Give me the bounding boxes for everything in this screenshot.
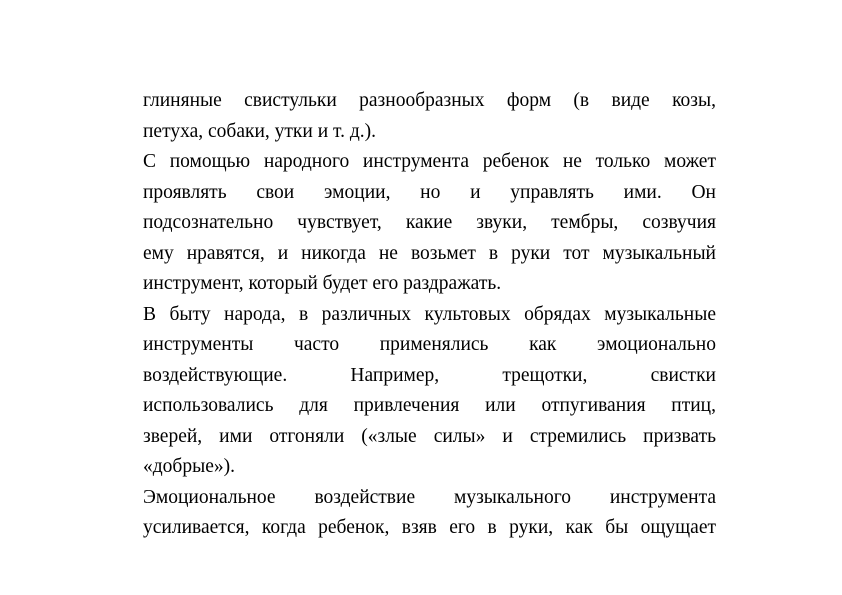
paragraph-line: «добрые»). <box>143 456 235 477</box>
paragraph-line: глиняные свистульки разнообразных форм (в виде козы, <box>143 90 716 111</box>
paragraph-2 <box>143 147 716 300</box>
paragraph-line: подсознательно чувствует, какие звуки, тембры, созвучия <box>143 212 716 233</box>
paragraph-4 <box>143 483 716 544</box>
paragraph-3 <box>143 300 716 483</box>
paragraph-line: зверей, ими отгоняли («злые силы» и стремились призвать <box>143 425 716 447</box>
paragraph-line: использовались для привлечения или отпугивания птиц, <box>143 395 716 416</box>
paragraph-line: проявлять свои эмоции, но и управлять ими. Он <box>143 181 716 203</box>
paragraph-line: усиливается, когда ребенок, взяв его в руки, как бы ощущает <box>143 517 716 538</box>
paragraph-line: инструмент, который будет его раздражать. <box>143 273 502 294</box>
paragraph-line: С помощью народного инструмента ребенок не только может <box>143 151 716 172</box>
paragraph-line: Эмоциональное воздействие музыкального инструмента <box>143 486 716 508</box>
paragraph-line: инструменты часто применялись как эмоционально <box>143 334 716 355</box>
paragraph-line: В быту народа, в различных культовых обрядах музыкальные <box>143 303 716 325</box>
paragraph-line: петуха, собаки, утки и т. д.). <box>143 120 376 142</box>
document-body <box>143 86 716 544</box>
paragraph-line: ему нравятся, и никогда не возьмет в руки тот музыкальный <box>143 242 716 264</box>
paragraph-1 <box>143 86 716 147</box>
paragraph-line: воздействующие. Например, трещотки, свистки <box>143 364 716 386</box>
